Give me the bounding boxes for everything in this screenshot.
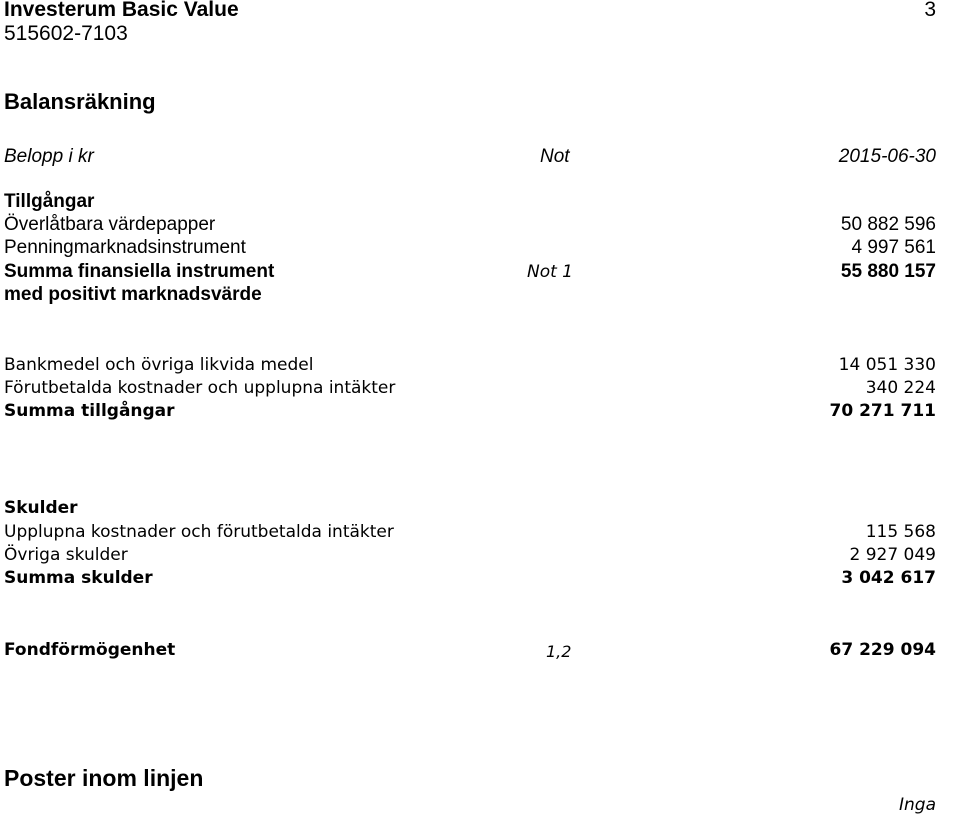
- row-label: Övriga skulder: [4, 545, 128, 565]
- subtotal-value: 55 880 157: [840, 261, 936, 282]
- off-balance-heading: Poster inom linjen: [4, 765, 204, 791]
- row-value: 50 882 596: [840, 214, 936, 235]
- assets-heading: Tillgångar: [4, 191, 95, 212]
- fund-name: Investerum Basic Value: [4, 0, 239, 21]
- note-column-header: Not: [540, 146, 570, 167]
- date-column-header: 2015-06-30: [838, 146, 936, 167]
- total-assets-value: 70 271 711: [829, 401, 936, 421]
- off-balance-value: Inga: [899, 795, 936, 815]
- row-value: 115 568: [865, 522, 936, 542]
- subtotal-label-line2: med positivt marknadsvärde: [4, 284, 262, 305]
- org-number: 515602-7103: [4, 22, 128, 45]
- liabilities-heading: Skulder: [4, 498, 78, 518]
- row-label: Upplupna kostnader och förutbetalda intäkter: [4, 522, 394, 542]
- fund-assets-note: 1,2: [546, 642, 572, 661]
- row-value: 14 051 330: [838, 355, 936, 375]
- page-number: 3: [924, 0, 936, 21]
- row-label: Penningmarknadsinstrument: [4, 237, 246, 258]
- fund-assets-value: 67 229 094: [829, 640, 936, 660]
- total-liabilities-label: Summa skulder: [4, 568, 153, 588]
- fund-assets-label: Fondförmögenhet: [4, 640, 176, 660]
- row-value: 4 997 561: [851, 237, 936, 258]
- row-label: Bankmedel och övriga likvida medel: [4, 355, 314, 375]
- row-value: 2 927 049: [849, 545, 936, 565]
- row-label: Överlåtbara värdepapper: [4, 214, 216, 235]
- row-value: 340 224: [865, 378, 936, 398]
- subtotal-label: Summa finansiella instrument: [4, 261, 275, 282]
- subtotal-note: Not 1: [527, 262, 574, 282]
- unit-label: Belopp i kr: [4, 146, 94, 167]
- total-liabilities-value: 3 042 617: [841, 568, 936, 588]
- row-label: Förutbetalda kostnader och upplupna intäkter: [4, 378, 396, 398]
- page-title: Balansräkning: [4, 89, 156, 114]
- total-assets-label: Summa tillgångar: [4, 401, 175, 421]
